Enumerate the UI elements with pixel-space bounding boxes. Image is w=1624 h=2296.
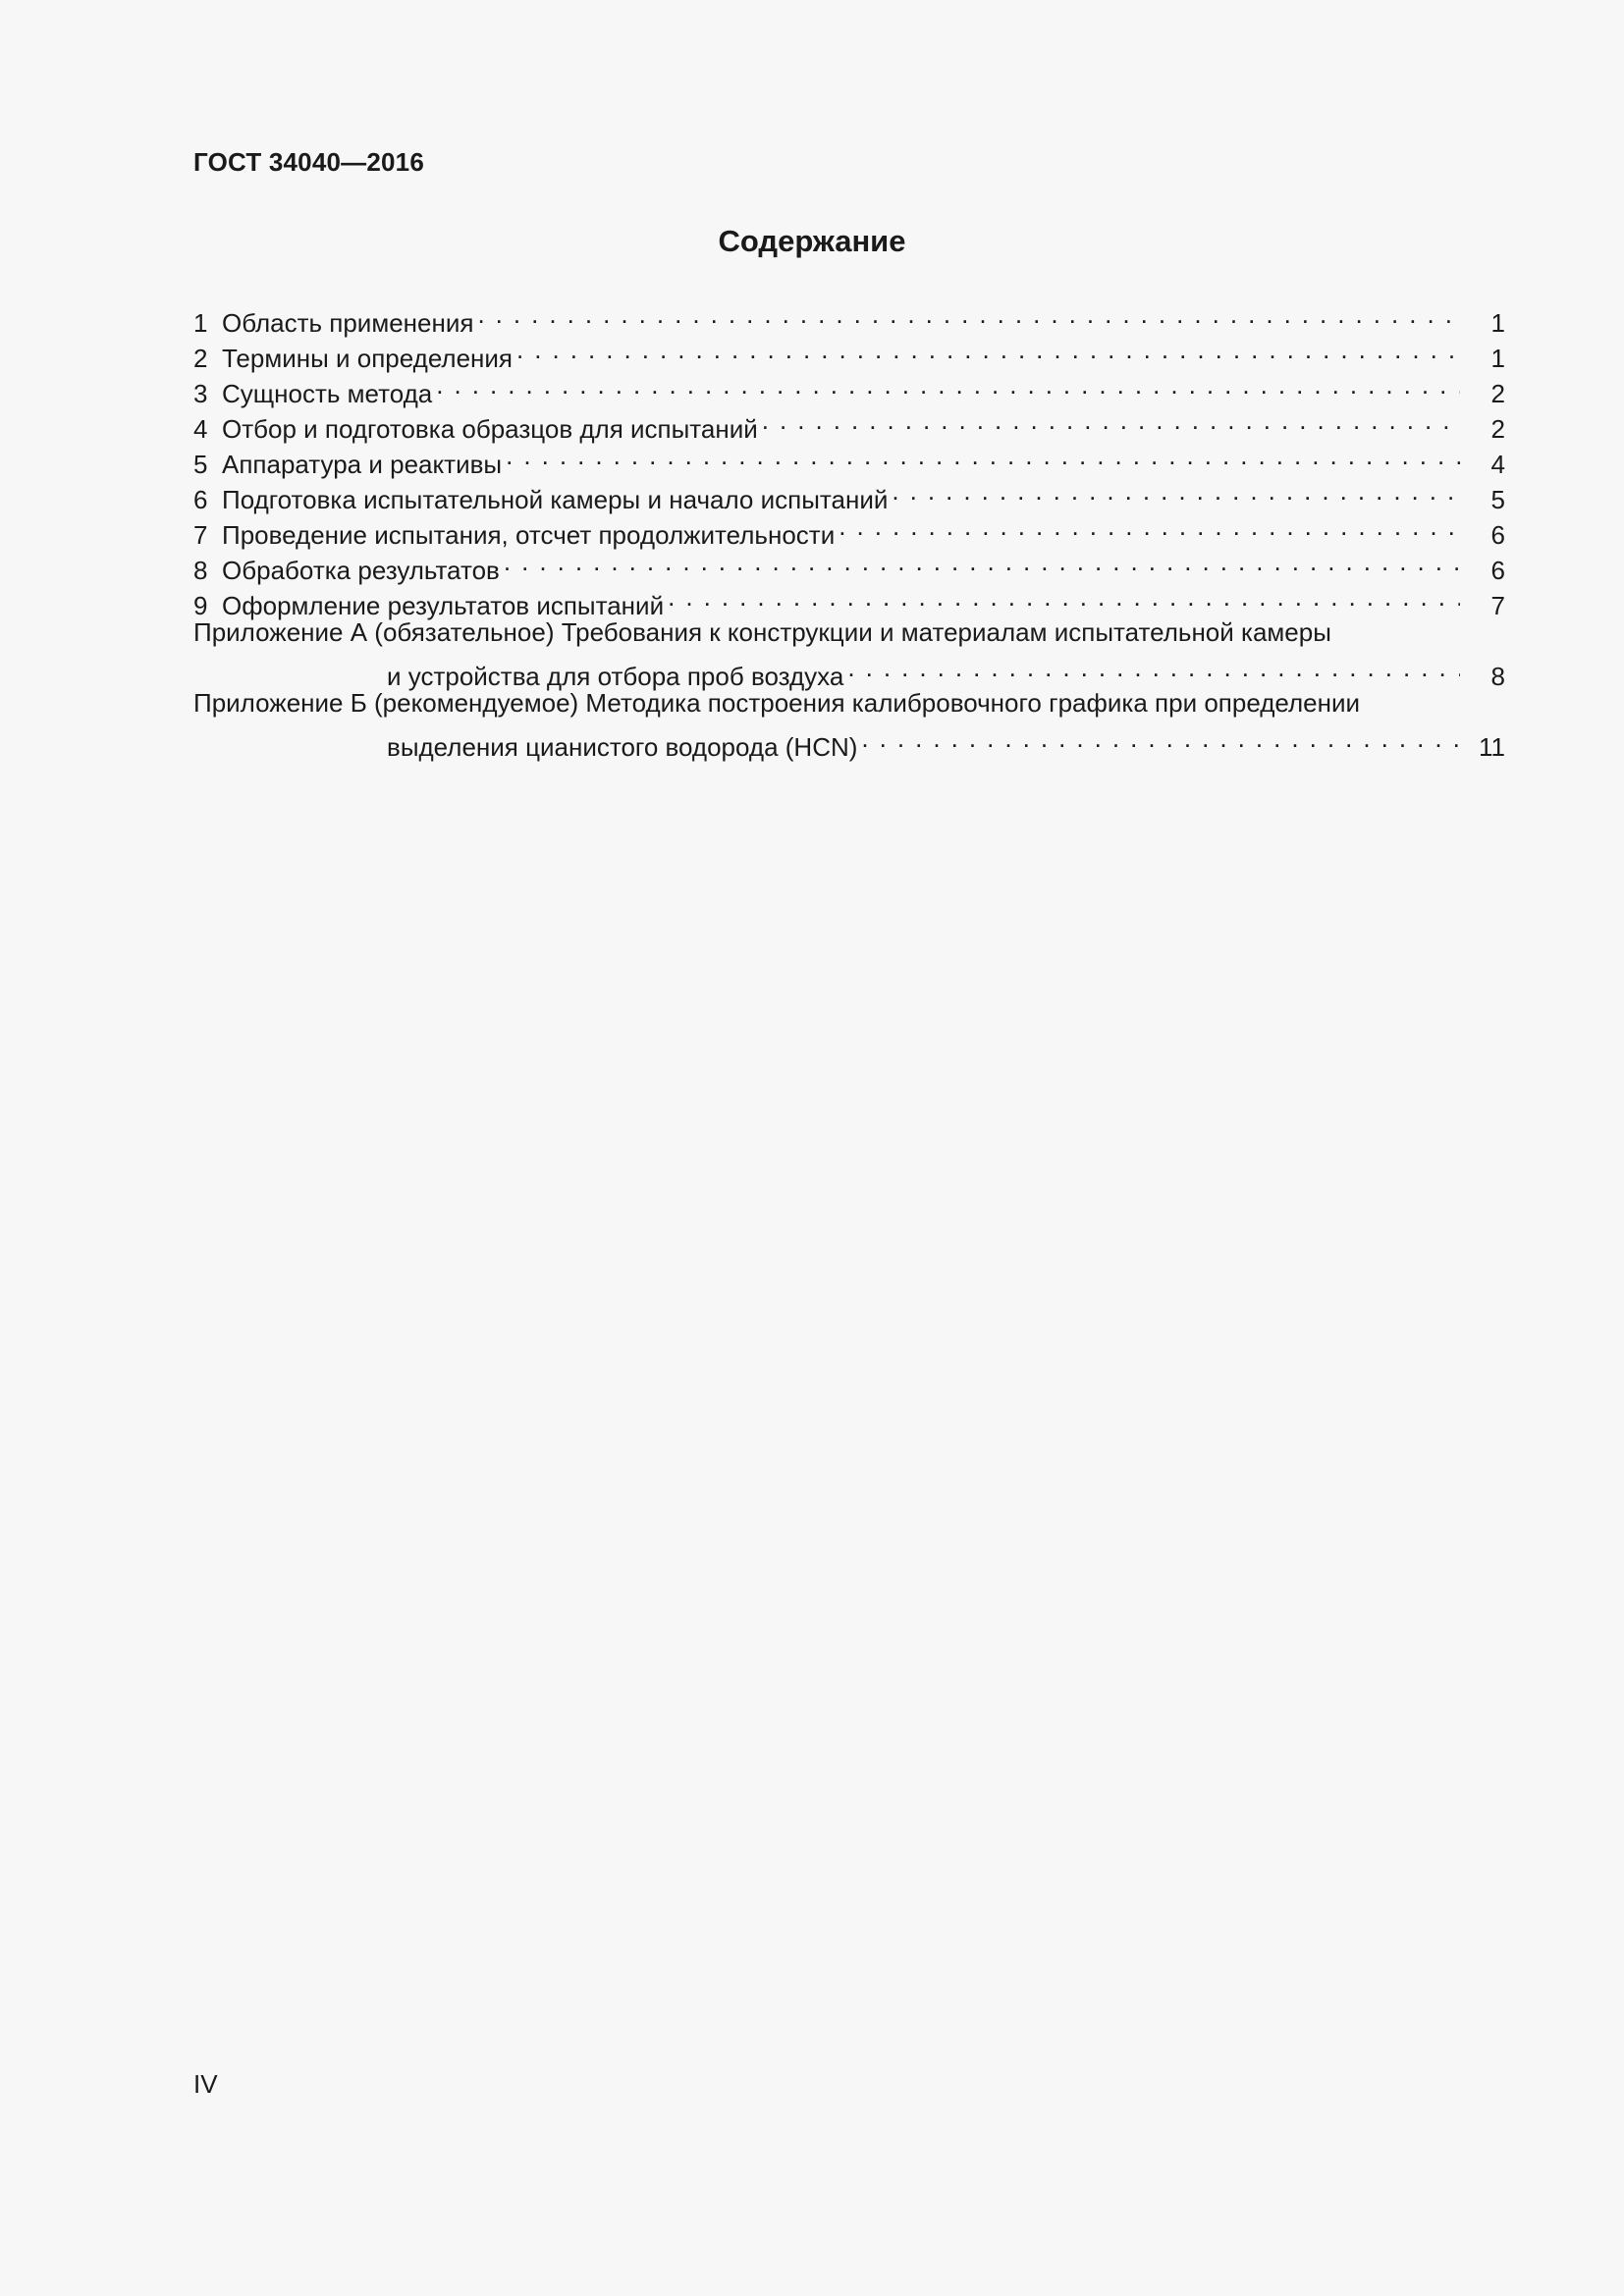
toc-item-title: Обработка результатов: [222, 556, 500, 585]
toc-item-number: 8: [193, 556, 208, 585]
toc-item-number: 4: [193, 414, 208, 444]
toc-leader-dots: [504, 544, 1460, 579]
toc-item-page: 11: [1479, 732, 1505, 762]
toc-leader-dots: [516, 332, 1460, 367]
toc-leader-dots: [861, 721, 1460, 756]
toc-appendix-title-line1: Приложение А (обязательное) Требования к конструкции и материалам испытательной камеры: [193, 617, 1331, 647]
table-of-contents: [193, 296, 1505, 762]
toc-item-number: 5: [193, 450, 208, 479]
toc-appendix-title-line2: выделения цианистого водорода (HCN): [387, 732, 858, 762]
toc-item-number: 2: [193, 344, 208, 373]
toc-item-title: Подготовка испытательной камеры и начало испытаний: [222, 485, 889, 514]
toc-item-page: 2: [1490, 414, 1505, 444]
page-number: IV: [193, 2069, 218, 2099]
toc-item[interactable]: [193, 296, 1505, 338]
toc-item-page: 4: [1490, 450, 1505, 479]
toc-heading: Содержание: [718, 224, 906, 258]
toc-item-page: 6: [1490, 556, 1505, 585]
toc-appendix-a[interactable]: [193, 614, 1505, 691]
toc-item-page: 6: [1490, 520, 1505, 550]
toc-item-page: 1: [1490, 308, 1505, 338]
toc-item-title: Область применения: [222, 308, 474, 338]
toc-item-number: 7: [193, 520, 208, 550]
toc-leader-dots: [839, 508, 1460, 544]
toc-item-number: 6: [193, 485, 208, 514]
toc-appendix-title-line2-row: [193, 650, 1505, 691]
toc-leader-dots: [847, 650, 1460, 685]
toc-leader-dots: [477, 296, 1460, 332]
toc-leader-dots: [506, 438, 1460, 473]
toc-leader-dots: [668, 579, 1460, 614]
toc-item-title: Проведение испытания, отсчет продолжительности: [222, 520, 836, 550]
toc-item-title: Сущность метода: [222, 379, 433, 408]
toc-leader-dots: [436, 367, 1460, 402]
toc-item-title: Оформление результатов испытаний: [222, 591, 665, 620]
toc-item-page: 5: [1490, 485, 1505, 514]
toc-appendix-title-line2: и устройства для отбора проб воздуха: [387, 662, 844, 691]
toc-item-page: 2: [1490, 379, 1505, 408]
toc-item-page: 7: [1490, 591, 1505, 620]
toc-item-title: Отбор и подготовка образцов для испытаний: [222, 414, 758, 444]
toc-item-page: 8: [1490, 662, 1505, 691]
toc-appendix-title-line1: Приложение Б (рекомендуемое) Методика построения калибровочного графика при определении: [193, 688, 1361, 718]
toc-leader-dots: [762, 402, 1460, 438]
toc-appendix-b[interactable]: [193, 685, 1505, 762]
toc-item-number: 1: [193, 308, 208, 338]
toc-leader-dots: [892, 473, 1460, 508]
toc-appendix-title-line2-row: [193, 721, 1505, 762]
document-code: ГОСТ 34040—2016: [193, 147, 424, 177]
toc-item-number: 9: [193, 591, 208, 620]
toc-item-title: Термины и определения: [222, 344, 514, 373]
toc-item-number: 3: [193, 379, 208, 408]
toc-item-title: Аппаратура и реактивы: [222, 450, 503, 479]
toc-item-page: 1: [1490, 344, 1505, 373]
